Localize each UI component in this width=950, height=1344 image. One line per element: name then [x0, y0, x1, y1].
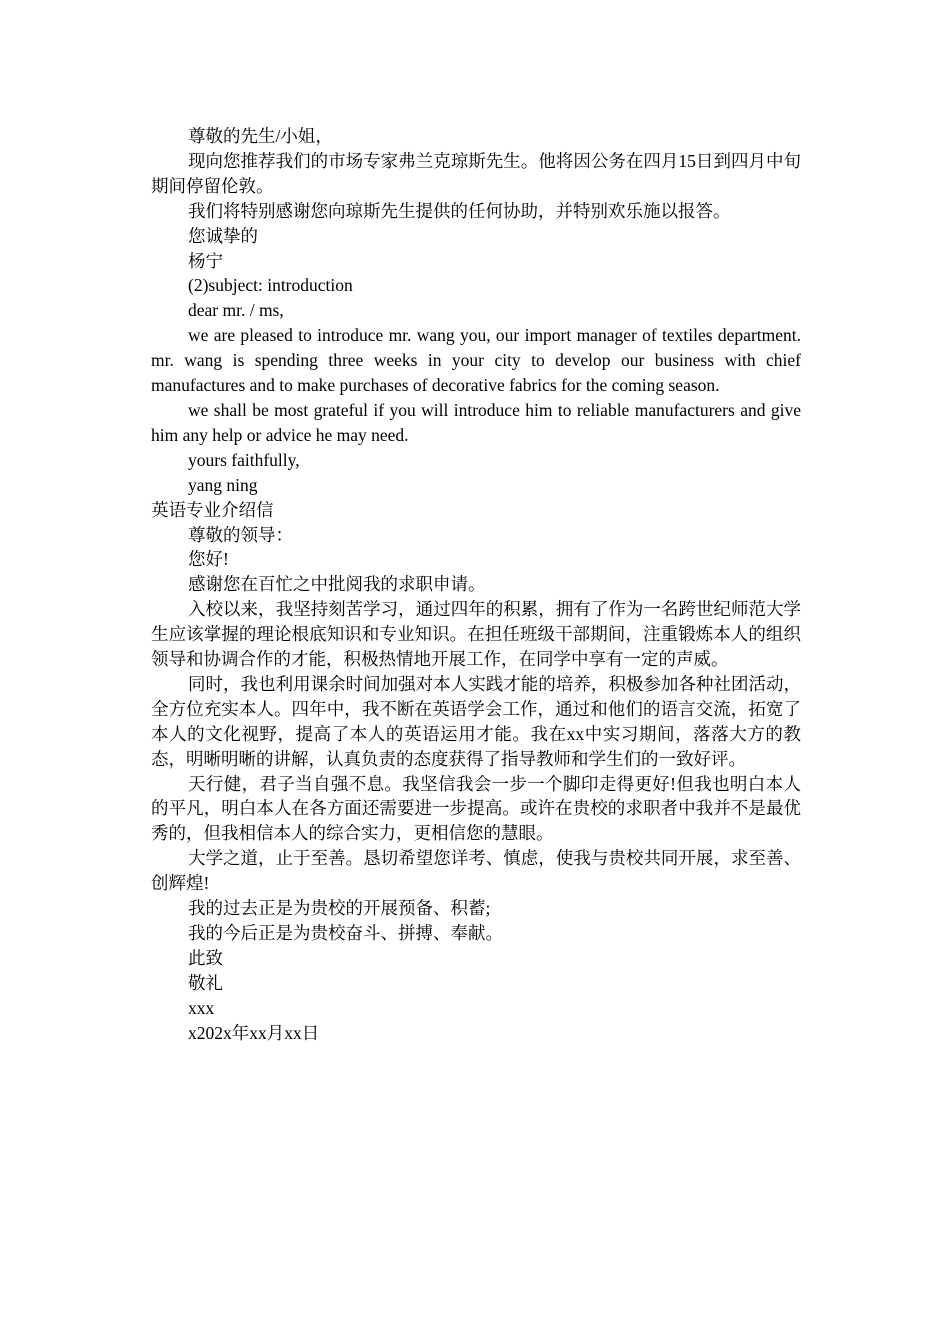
letter2-body-paragraph-2: we shall be most grateful if you will introduce him to reliable manufacturers and give him any help or advice he may need. — [151, 399, 801, 445]
letter1-body-paragraph-2: 我们将特别感谢您向琼斯先生提供的任何协助，并特别欢乐施以报答。 — [188, 200, 731, 221]
letter2-salutation: dear mr. / ms, — [188, 300, 284, 321]
letter1-signature: 杨宁 — [188, 250, 223, 271]
letter3-salutation: 尊敬的领导： — [188, 524, 293, 545]
letter2-body-paragraph-1: we are pleased to introduce mr. wang you, our import manager of textiles department. mr. wang is spending three weeks in your city to develop our business with chief manufactures and to make purchases of decorative fabrics for the coming season. — [151, 325, 801, 396]
letter3-paragraph-4: 大学之道，止于至善。恳切希望您详考、慎虑，使我与贵校共同开展，求至善、创辉煌! — [151, 848, 801, 894]
letter3-closing-1: 此致 — [188, 947, 223, 968]
letter3-line-2: 我的今后正是为贵校奋斗、拼搏、奉献。 — [188, 923, 503, 943]
letter2-subject: (2)subject: introduction — [188, 275, 353, 296]
letter1-body-paragraph-1: 现向您推荐我们的市场专家弗兰克琼斯先生。他将因公务在四月15日到四月中旬期间停留伦敦。 — [151, 150, 801, 196]
letter3-signature: xxx — [188, 997, 215, 1018]
letter1-closing: 您诚挚的 — [188, 225, 258, 246]
letter3-date: x202x年xx月xx日 — [188, 1022, 320, 1043]
letter3-thanks: 感谢您在百忙之中批阅我的求职申请。 — [188, 574, 486, 595]
letter1-salutation: 尊敬的先生/小姐， — [188, 126, 333, 146]
document-page — [151, 124, 801, 1046]
letter3-paragraph-1: 入校以来，我坚持刻苦学习，通过四年的积累，拥有了作为一名跨世纪师范大学生应该掌握的理论根底知识和专业知识。在担任班级干部期间，注重锻炼本人的组织领导和协调合作的才能，积极热情地开展工作，在同学中享有一定的声威。 — [151, 599, 801, 670]
letter3-greeting: 您好! — [188, 549, 229, 570]
section-title: 英语专业介绍信 — [151, 499, 274, 520]
letter3-paragraph-2: 同时，我也利用课余时间加强对本人实践才能的培养，积极参加各种社团活动，全方位充实本人。四年中，我不断在英语学会工作，通过和他们的语言交流，拓宽了本人的文化视野，提高了本人的英语运用才能。我在xx中实习期间，落落大方的教态，明晰明晰的讲解，认真负责的态度获得了指导教师和学生们的一致好评。 — [151, 673, 801, 769]
letter3-paragraph-3: 天行健，君子当自强不息。我坚信我会一步一个脚印走得更好!但我也明白本人的平凡，明白本人在各方面还需要进一步提高。或许在贵校的求职者中我并不是最优秀的，但我相信本人的综合实力，更相信您的慧眼。 — [151, 773, 801, 844]
letter3-line-1: 我的过去正是为贵校的开展预备、积蓄; — [188, 898, 491, 919]
letter3-closing-2: 敬礼 — [188, 972, 223, 993]
letter2-signature: yang ning — [188, 474, 258, 495]
letter2-closing: yours faithfully, — [188, 449, 300, 470]
